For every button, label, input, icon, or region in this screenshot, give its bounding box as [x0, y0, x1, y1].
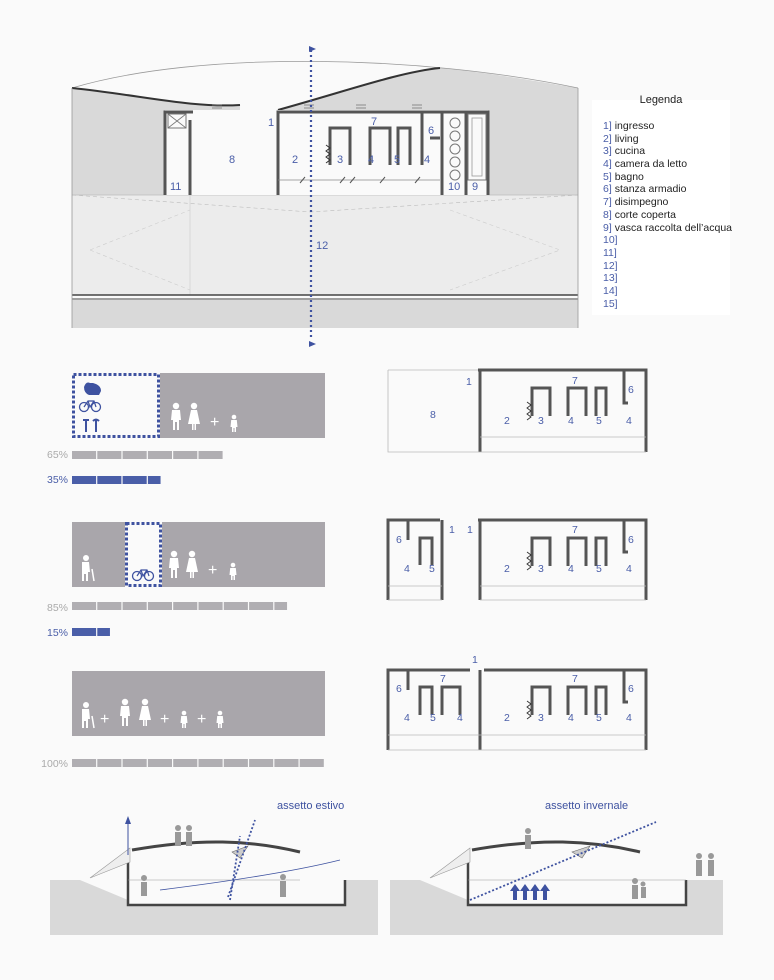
plan1-label: 4: [626, 415, 632, 427]
percentage-bar-segment: [148, 476, 161, 484]
svg-text:+: +: [197, 711, 207, 728]
percentage-bar-segment: [300, 759, 324, 767]
mini-plans: [380, 360, 660, 770]
svg-text:+: +: [160, 711, 170, 728]
main-room-label: 7: [371, 116, 378, 128]
percentage-bar-segment: [72, 602, 96, 610]
main-room-label: 10: [448, 181, 461, 193]
plan1-label: 4: [568, 415, 574, 427]
percentage-label: 85%: [46, 602, 68, 614]
svg-text:+: +: [210, 414, 220, 431]
legend-title: Legenda: [639, 94, 683, 106]
legend-item-number: 8]: [603, 208, 612, 221]
legend-item: [603, 145, 732, 158]
percentage-bar-segment: [72, 476, 96, 484]
legend-item: [603, 196, 732, 209]
plan1-label: 6: [628, 384, 634, 396]
legend-item-number: 6]: [603, 183, 612, 196]
svg-text:+: +: [100, 711, 110, 728]
main-room-label: 5: [394, 154, 401, 166]
legend-item-number: 15]: [603, 297, 618, 310]
percentage-bar-segment: [97, 451, 121, 459]
plan3-label: 4: [626, 712, 632, 724]
main-room-label: 6: [428, 125, 435, 137]
plan3-label: 6: [628, 683, 634, 695]
plan2-label: 2: [504, 563, 510, 575]
percentage-bar-segment: [173, 759, 197, 767]
legend-item-label: camera da letto: [614, 158, 688, 171]
percentage-bar-segment: [173, 602, 197, 610]
plan3-label: 6: [396, 683, 402, 695]
legend-item-number: 1]: [603, 120, 612, 132]
legend-item-number: 4]: [603, 158, 612, 171]
percentage-bar-segment: [199, 759, 223, 767]
legend-item: [603, 285, 732, 298]
legend-item-label: corte coperta: [614, 208, 676, 221]
main-room-label: 4: [368, 154, 375, 166]
percentage-bar-segment: [97, 759, 121, 767]
percentage-bar-segment: [199, 451, 223, 459]
legend-item-number: 9]: [603, 221, 612, 234]
plan1-label: 5: [596, 415, 602, 427]
legend-item: [603, 298, 732, 311]
main-room-label: 4: [424, 154, 431, 166]
legend-item-number: 3]: [603, 145, 612, 158]
plan2-label: 6: [396, 534, 402, 546]
plan3-label: 4: [404, 712, 410, 724]
legend-item: [603, 209, 732, 222]
plan2-label: 4: [568, 563, 574, 575]
plan1-label: 2: [504, 415, 510, 427]
plan3-label: 3: [538, 712, 544, 724]
scenario-diagrams: [0, 360, 380, 780]
percentage-bar-segment: [274, 602, 287, 610]
legend-item: [603, 183, 732, 196]
plan3-label: 7: [572, 673, 578, 685]
legend-item-label: vasca raccolta dell’acqua: [614, 221, 733, 234]
percentage-bar-segment: [72, 628, 96, 636]
main-room-label: 3: [337, 154, 344, 166]
plan3-label: 1: [472, 654, 478, 666]
plan3-label: 7: [440, 673, 446, 685]
main-room-label: 9: [472, 181, 479, 193]
plan3-label: 5: [596, 712, 602, 724]
plan2-label: 5: [429, 563, 435, 575]
plan3-label: 4: [457, 712, 463, 724]
percentage-bar-segment: [199, 602, 223, 610]
legend-item: [603, 120, 732, 133]
winter-section-title: assetto invernale: [545, 800, 629, 812]
plan2-label: 5: [596, 563, 602, 575]
plan2-label: 7: [572, 524, 578, 536]
legend-item-number: 14]: [603, 284, 618, 297]
legend-item-number: 13]: [603, 272, 618, 285]
percentage-bar-segment: [148, 759, 172, 767]
percentage-bar-segment: [148, 602, 172, 610]
scenario-2-block: [72, 522, 325, 587]
percentage-bar-segment: [123, 602, 147, 610]
legend-item-number: 2]: [603, 132, 612, 145]
legend-item: [603, 222, 732, 235]
percentage-bar-segment: [72, 759, 96, 767]
legend-item-label: bagno: [614, 170, 644, 183]
plan1-label: 1: [466, 376, 472, 388]
percentage-bar-segment: [123, 476, 147, 484]
main-room-label: 2: [292, 154, 299, 166]
plan2-label: 3: [538, 563, 544, 575]
legend-item: [603, 158, 732, 171]
legend-panel: [592, 94, 733, 315]
percentage-bar-segment: [249, 602, 273, 610]
main-room-label: 1: [268, 117, 275, 129]
main-room-label: 8: [229, 154, 236, 166]
summer-section: [40, 815, 385, 940]
legend-item-number: 10]: [603, 234, 618, 247]
plan2-label: 1: [467, 524, 473, 536]
plan2-label: 6: [628, 534, 634, 546]
summer-section-title: assetto estivo: [277, 800, 345, 812]
percentage-label: 100%: [41, 758, 68, 770]
percentage-bar-segment: [224, 759, 248, 767]
legend-item-number: 7]: [603, 196, 612, 209]
plan2-label: 4: [626, 563, 632, 575]
legend-item-label: ingresso: [614, 120, 655, 132]
percentage-label: 15%: [46, 627, 68, 639]
legend-item: [603, 260, 732, 273]
percentage-bar-segment: [97, 476, 121, 484]
legend-item: [603, 171, 732, 184]
legend-item-label: disimpegno: [614, 196, 669, 209]
percentage-bar-segment: [123, 759, 147, 767]
percentage-label: 35%: [46, 474, 68, 486]
main-room-label: 12: [316, 240, 329, 252]
winter-section: [385, 815, 730, 940]
plan3-label: 4: [568, 712, 574, 724]
legend-item-label: stanza armadio: [614, 183, 687, 196]
plan1-label: 8: [430, 409, 436, 421]
percentage-bar-segment: [123, 451, 147, 459]
legend-item-number: 12]: [603, 259, 618, 272]
percentage-bar-segment: [173, 451, 197, 459]
plan1-label: 3: [538, 415, 544, 427]
plan3-label: 5: [430, 712, 436, 724]
percentage-bar-segment: [249, 759, 273, 767]
percentage-bar-segment: [72, 451, 96, 459]
plan1-label: 7: [572, 375, 578, 387]
legend-item-label: living: [614, 132, 639, 145]
percentage-bar-segment: [97, 602, 121, 610]
legend-item: [603, 247, 732, 260]
percentage-bar-segment: [274, 759, 298, 767]
legend-list: [603, 120, 732, 310]
plan2-label: 1: [449, 524, 455, 536]
plan2-label: 4: [404, 563, 410, 575]
plan3-label: 2: [504, 712, 510, 724]
percentage-bar-segment: [148, 451, 172, 459]
percentage-label: 65%: [46, 449, 68, 461]
legend-item-label: cucina: [614, 145, 646, 158]
svg-text:+: +: [208, 562, 218, 579]
main-room-label: 11: [170, 181, 182, 193]
legend-item: [603, 133, 732, 146]
legend-item-number: 11]: [603, 246, 617, 259]
legend-item: [603, 272, 732, 285]
legend-item: [603, 234, 732, 247]
percentage-bar-segment: [224, 602, 248, 610]
percentage-bar-segment: [97, 628, 110, 636]
legend-item-number: 5]: [603, 170, 612, 183]
